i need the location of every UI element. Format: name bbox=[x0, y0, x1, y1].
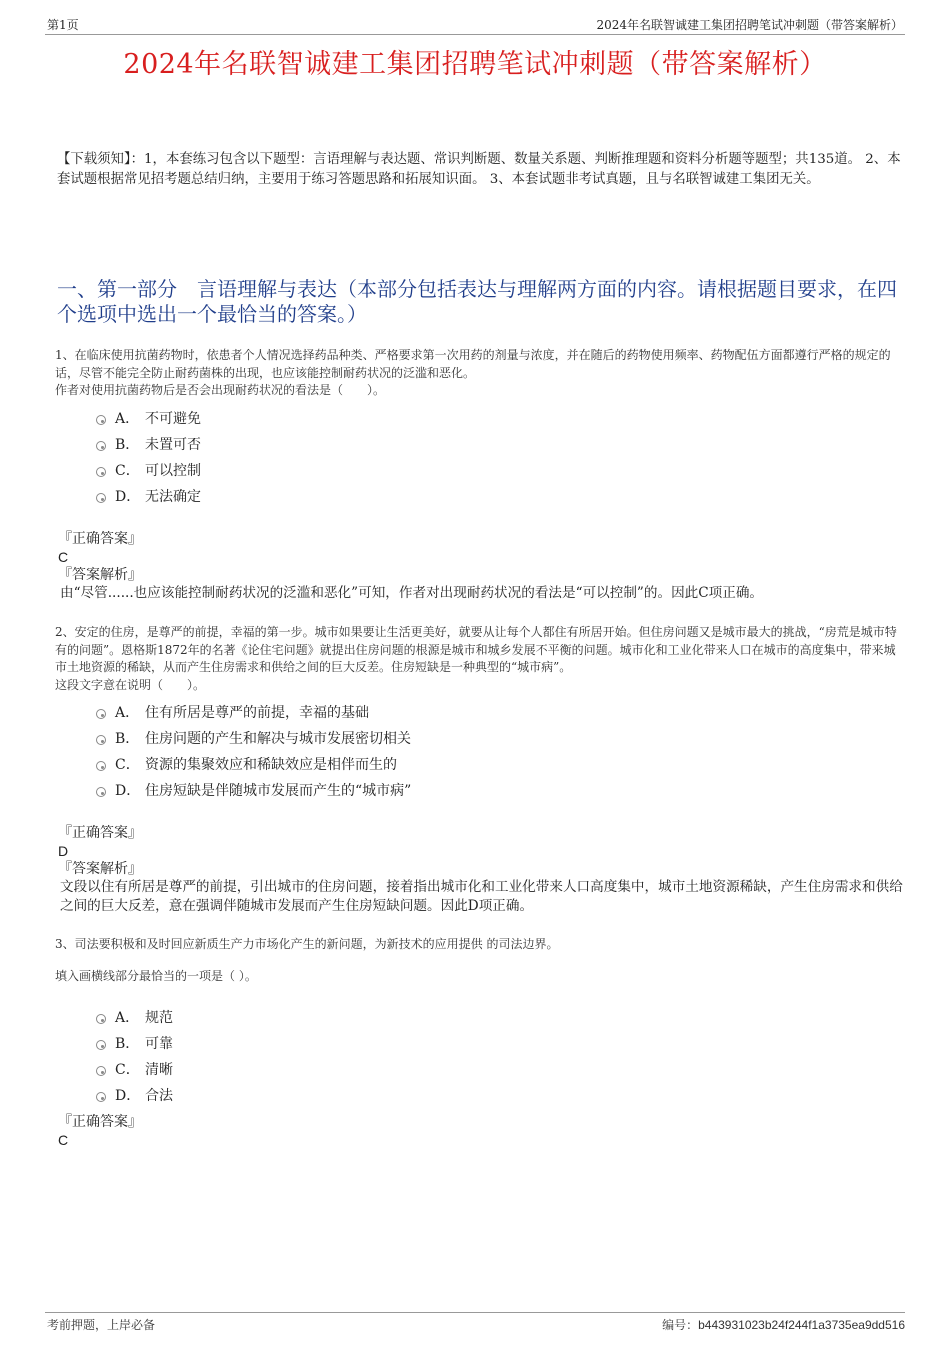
analysis-label: 『答案解析』 bbox=[58, 861, 142, 877]
option-list bbox=[55, 406, 905, 510]
option-b[interactable]: B． 未置可否 bbox=[55, 432, 905, 458]
option-a[interactable]: A． 住有所居是尊严的前提，幸福的基础 bbox=[55, 700, 905, 726]
question-text: 2、安定的住房，是尊严的前提，幸福的第一步。城市如果要让生活更美好，就要从让每个人都住有所居开始。但住房问题又是城市最大的挑战，“房荒是城市特有的问题”。恩格斯1872年的名著《论住宅问题》就提出住房问题的根源是城市和城乡发展不平衡的问题。城市化和工业化带来人口在城市的高度集中，带来城市土地资源的稀缺，从而产生住房需求和供给之间的巨大反差。住房短缺是一种典型的“城市病”。 bbox=[55, 625, 897, 674]
option-b[interactable]: B． 可靠 bbox=[55, 1031, 905, 1057]
question-3 bbox=[55, 936, 905, 1149]
question-text: 3、司法要积极和及时回应新质生产力市场化产生的新问题，为新技术的应用提供 的司法边界。 bbox=[55, 937, 559, 951]
option-list bbox=[55, 1005, 905, 1109]
question-prompt: 填入画横线部分最恰当的一项是（ ）。 bbox=[55, 968, 257, 983]
radio-icon[interactable] bbox=[96, 1040, 106, 1050]
question-1 bbox=[55, 347, 905, 603]
question-prompt: 作者对使用抗菌药物后是否会出现耐药状况的看法是（ ）。 bbox=[55, 383, 386, 397]
question-prompt: 这段文字意在说明（ ）。 bbox=[55, 677, 206, 692]
option-c[interactable]: C． 清晰 bbox=[55, 1057, 905, 1083]
radio-icon[interactable] bbox=[96, 1014, 106, 1024]
radio-icon[interactable] bbox=[96, 467, 106, 477]
analysis-text: 由“尽管......也应该能控制耐药状况的泛滥和恶化”可知，作者对出现耐药状况的看法是“可以控制”的。因此C项正确。 bbox=[60, 584, 764, 601]
answer-label: 『正确答案』 bbox=[58, 1114, 142, 1130]
radio-icon[interactable] bbox=[96, 709, 106, 719]
option-d[interactable]: D． 住房短缺是伴随城市发展而产生的“城市病” bbox=[55, 778, 905, 804]
radio-icon[interactable] bbox=[96, 1066, 106, 1076]
radio-icon[interactable] bbox=[96, 787, 106, 797]
question-2 bbox=[55, 624, 905, 916]
answer-label: 『正确答案』 bbox=[58, 530, 142, 547]
option-c[interactable]: C． 可以控制 bbox=[55, 458, 905, 484]
radio-icon[interactable] bbox=[96, 761, 106, 771]
question-text: 1、在临床使用抗菌药物时，依患者个人情况选择药品种类、严格要求第一次用药的剂量与浓度，并在随后的药物使用频率、药物配伍方面都遵行严格的规定的话，尽管不能完全防止耐药菌株的出现，也应该能控制耐药状况的泛滥和恶化。 bbox=[55, 348, 891, 380]
page-header bbox=[45, 14, 905, 35]
option-a[interactable]: A． 规范 bbox=[55, 1005, 905, 1031]
document-code bbox=[662, 1316, 905, 1333]
code-label: 编号： bbox=[662, 1318, 699, 1332]
answer-label: 『正确答案』 bbox=[58, 825, 142, 841]
footer-slogan: 考前押题，上岸必备 bbox=[47, 1318, 156, 1332]
page-footer bbox=[45, 1312, 905, 1332]
page-title: 2024年名联智诚建工集团招聘笔试冲刺题（带答案解析） bbox=[123, 49, 827, 80]
option-a[interactable]: A． 不可避免 bbox=[55, 406, 905, 432]
option-d[interactable]: D． 无法确定 bbox=[55, 484, 905, 510]
answer-value: C bbox=[58, 548, 69, 565]
radio-icon[interactable] bbox=[96, 415, 106, 425]
option-b[interactable]: B． 住房问题的产生和解决与城市发展密切相关 bbox=[55, 726, 905, 752]
option-d[interactable]: D． 合法 bbox=[55, 1083, 905, 1109]
analysis-text: 文段以住有所居是尊严的前提，引出城市的住房问题，接着指出城市化和工业化带来人口高度集中，城市土地资源稀缺，产生住房需求和供给之间的巨大反差，意在强调伴随城市发展而产生住房短缺问题。因此D项正确。 bbox=[60, 879, 903, 914]
page-number: 第1页 bbox=[47, 18, 79, 32]
download-notice: 【下载须知】：1，本套练习包含以下题型：言语理解与表达题、常识判断题、数量关系题、判断推理题和资料分析题等题型；共135道。 2、本套试题根据常见招考题总结归纳，主要用于练习答题思路和拓展知识面。 3、本套试题非考试真题，且与名联智诚建工集团无关。 bbox=[57, 152, 901, 187]
analysis-label: 『答案解析』 bbox=[58, 566, 142, 583]
radio-icon[interactable] bbox=[96, 1092, 106, 1102]
radio-icon[interactable] bbox=[96, 441, 106, 451]
option-list bbox=[55, 700, 905, 804]
answer-value: C bbox=[58, 1132, 69, 1148]
radio-icon[interactable] bbox=[96, 493, 106, 503]
answer-value: D bbox=[58, 843, 69, 859]
option-c[interactable]: C． 资源的集聚效应和稀缺效应是相伴而生的 bbox=[55, 752, 905, 778]
radio-icon[interactable] bbox=[96, 735, 106, 745]
code-value: b443931023b24f244f1a3735ea9dd516 bbox=[698, 1318, 905, 1332]
header-doc-title: 2024年名联智诚建工集团招聘笔试冲刺题（带答案解析） bbox=[596, 18, 903, 32]
section-heading: 一、第一部分 言语理解与表达（本部分包括表达与理解两方面的内容。请根据题目要求，在四个选项中选出一个最恰当的答案。） bbox=[57, 277, 897, 326]
